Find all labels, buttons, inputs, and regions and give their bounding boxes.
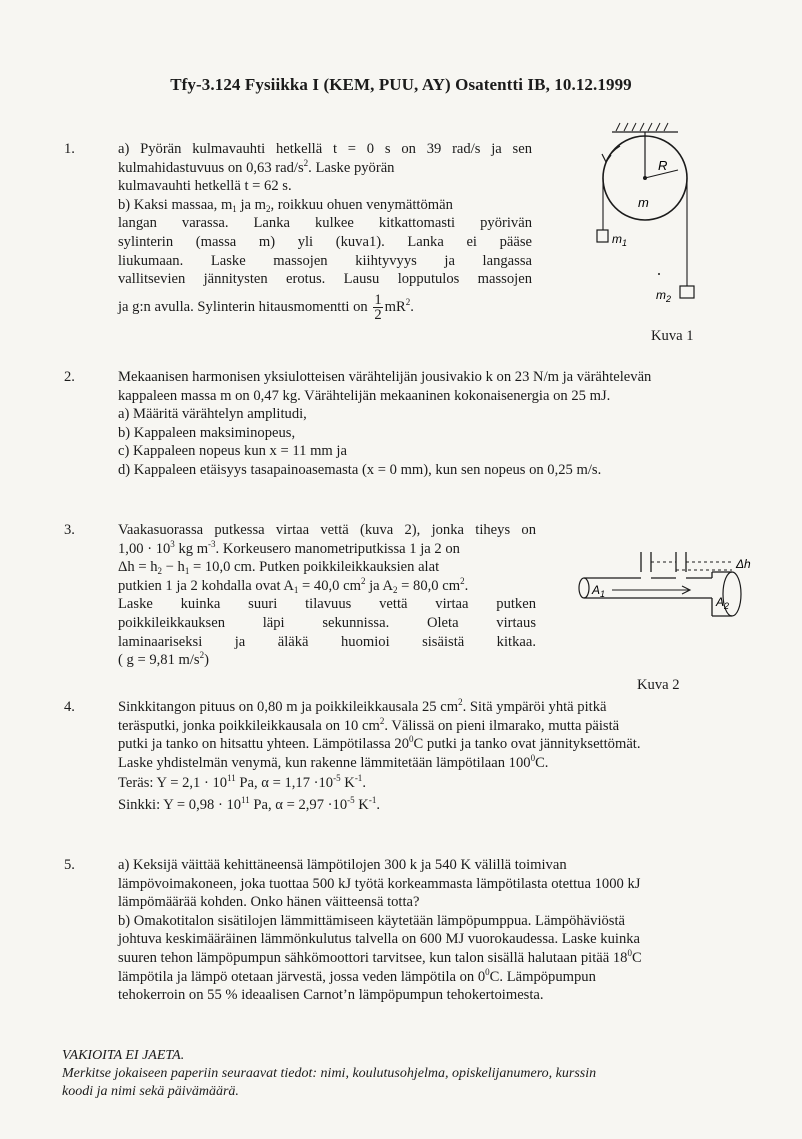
problem-3-text: [118, 521, 536, 670]
text-line: vallitsevien jännitysten erotus. Lausu lopputulos massojen: [118, 271, 532, 288]
text-line: tehokerroin on 55 % ideaalisen Carnot’n lämpöpumpun tehokertoimesta.: [118, 987, 544, 1004]
text-line: Sinkkitangon pituus on 0,80 m ja poikkileikkausala 25 $cm^2$. Sitä ympäröi yhtä pitkä: [118, 697, 607, 715]
text-line: $\Delta h = h_2 - h_1 = 10,0$ cm. Putken poikkileikkauksien alat: [118, 559, 440, 577]
problem-1-text: [118, 140, 532, 322]
page-title: Tfy-3.124 Fysiikka I (KEM, PUU, AY) Osatentti IB, 10.12.1999: [170, 75, 632, 94]
footer-note: [62, 1047, 762, 1101]
text-line: kappaleen massa m on 0,47 kg. Värähtelijän mekaaninen kokonaisenergia on 25 mJ.: [118, 387, 611, 404]
figure-label-m1: $m_1$: [612, 232, 628, 248]
text-line: putkien 1 ja 2 kohdalla ovat $A_1 = 40,0$ $cm^2$ ja $A_2 = 80,0$ $cm^2$.: [118, 575, 469, 595]
figure-label-dh: Δh: [736, 557, 751, 571]
text-line: lämpömäärää kohden. Onko hänen väitteensä totta?: [118, 894, 420, 911]
problem-2-text: [118, 368, 758, 480]
text-line: Teräs: $Y = 2,1 \cdot 10^{11}$ Pa, $\alpha = 1,17 \cdot 10^{-5}$ $K^{-1}$.: [118, 773, 366, 792]
text-line: Laske kuinka suuri tilavuus vettä virtaa putken: [118, 596, 536, 613]
fraction-half: $\frac{1}{2}$: [374, 291, 382, 323]
text-line: b) Omakotitalon sisätilojen lämmittämiseen käytetään lämpöpumppua. Lämpöhäviöstä: [118, 912, 626, 929]
text-line: Sinkki: $Y = 0,98 \cdot 10^{11}$ Pa, $\alpha = 2,97 \cdot 10^{-5}$ $K^{-1}$.: [118, 794, 380, 813]
figure-1-pulley: [580, 118, 720, 308]
text-line: b) Kappaleen maksiminopeus,: [118, 424, 296, 441]
text-line: $1,00 \cdot 10^3$ kg $m^{-3}$. Korkeusero manometriputkissa 1 ja 2 on: [118, 538, 460, 557]
figure-label-a2: $A_2$: [716, 595, 730, 611]
problem-number: 5.: [64, 857, 75, 873]
text-line: b) Kaksi massaa, $m_1$ ja $m_2$, roikkuu ohuen venymättömän: [118, 196, 453, 214]
problem-number: 2.: [64, 369, 75, 385]
problem-5-text: [118, 856, 738, 1005]
text-line: johtuva keskimääräinen lämmönkulutus talvella on 600 MJ vuorokaudessa. Laske kuinka: [118, 931, 641, 948]
text-line: Vaakasuorassa putkessa virtaa vettä (kuva 2), jonka tiheys on: [118, 522, 536, 538]
text-line: ( g = 9,81 $m/s^2$): [118, 650, 209, 669]
text-line: kulmahidastuvuus on 0,63 rad/$s^2$. Laske pyörän: [118, 157, 395, 176]
text-line: a) Keksijä väittää kehittäneensä lämpötilojen 300 k ja 540 K välillä toimivan: [118, 857, 567, 873]
text-line: ja g:n avulla. Sylinterin hitausmomentti on $\frac{1}{2}$ $mR^2$.: [118, 291, 414, 323]
footer-line: VAKIOITA EI JAETA.: [62, 1048, 185, 1063]
text-line: langan varassa. Lanka kulkee kitkattomasti pyörivän: [118, 215, 532, 232]
figure-label-a1: $A_1$: [592, 583, 606, 599]
text-line: a) Määritä värähtelyn amplitudi,: [118, 406, 307, 423]
figure-label-m2: $m_2$: [656, 288, 672, 304]
figure-1-caption: Kuva 1: [651, 328, 694, 344]
problem-number: 1.: [64, 141, 75, 157]
text-line: putki ja tanko on hitsattu yhteen. Lämpötilassa $20^0C$ putki ja tanko ovat jännityksettömät.: [118, 734, 641, 753]
footer-line: Merkitse jokaiseen paperiin seuraavat tiedot: nimi, koulutusohjelma, opiskelijanumero, kurssin: [62, 1066, 597, 1081]
text-line: kulmavauhti hetkellä t = 62 s.: [118, 178, 292, 195]
text-line: Mekaanisen harmonisen yksiulotteisen värähtelijän jousivakio k on 23 N/m ja värähtelevän: [118, 369, 652, 385]
text-line: poikkileikkauksen läpi sekunnissa. Oleta virtaus: [118, 614, 536, 631]
text-line: suuren tehon lämpöpumpun sähkömoottori tarvitsee, kun talon sisällä halutaan pitää $18^0C$: [118, 947, 642, 966]
figure-label-R: R: [658, 158, 668, 173]
text-line: teräsputki, jonka poikkileikkausala on 10 $cm^2$. Välissä on pieni ilmarako, mutta päistä: [118, 715, 620, 734]
text-line: sylinterin (massa m) yli (kuva1). Lanka ei pääse: [118, 233, 532, 250]
problem-number: 3.: [64, 522, 75, 538]
figure-2-pipe: [572, 546, 782, 626]
problem-number: 4.: [64, 699, 75, 715]
text-line: liukumaan. Laske massojen kiihtyvyys ja langassa: [118, 252, 532, 269]
footer-line: koodi ja nimi sekä päivämäärä.: [62, 1084, 239, 1099]
text-line: lämpötila ja lämpö otetaan järvestä, jossa veden lämpötila on $0^0C$. Lämpöpumpun: [118, 966, 596, 985]
figure-label-m: m: [638, 195, 649, 210]
text-line: c) Kappaleen nopeus kun x = 11 mm ja: [118, 443, 347, 460]
text-line: a) Pyörän kulmavauhti hetkellä t = 0 s on 39 rad/s ja sen: [118, 141, 532, 157]
figure-2-caption: Kuva 2: [637, 677, 680, 693]
text-line: lämpövoimakoneen, joka tuottaa 500 kJ työtä korkeammasta lämpötilasta otettua 1000 kJ: [118, 875, 641, 892]
problem-4-text: [118, 698, 742, 815]
text-line: d) Kappaleen etäisyys tasapainoasemasta (x = 0 mm), kun sen nopeus on 0,25 m/s.: [118, 461, 602, 478]
text-line: Laske yhdistelmän venymä, kun rakenne lämmitetään lämpötilaan $100^0C$.: [118, 752, 549, 771]
text-line: laminaariseksi ja äläkä huomioi sisäistä kitkaa.: [118, 633, 536, 650]
